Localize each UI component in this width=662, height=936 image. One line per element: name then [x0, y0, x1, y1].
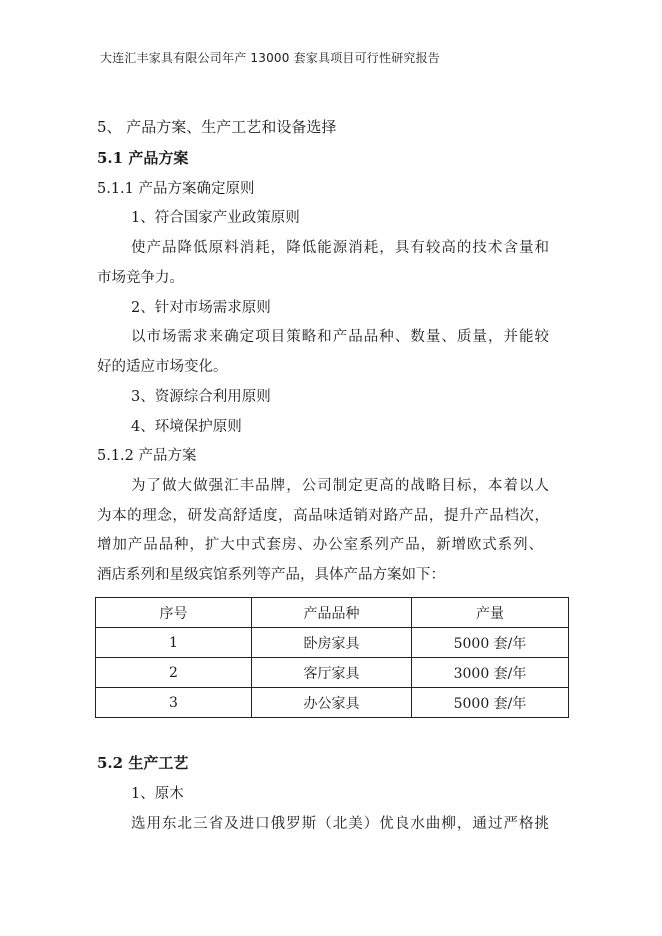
section-5-1-title: 5.1 产品方案 [97, 149, 189, 167]
table-cell: 2 [96, 658, 252, 688]
section-5-2-title: 5.2 生产工艺 [97, 754, 189, 772]
table-cell: 5000 套/年 [412, 628, 569, 658]
principle-1-text-line-1: 使产品降低原料消耗，降低能源消耗，具有较高的技术含量和 [131, 240, 549, 256]
product-plan-table [95, 597, 569, 718]
section-5-1-2-title: 5.1.2 产品方案 [97, 448, 197, 464]
table-cell: 卧房家具 [252, 628, 412, 658]
principle-4-heading: 4、环境保护原则 [131, 419, 242, 435]
table-cell: 3 [96, 688, 252, 718]
principle-2-heading: 2、针对市场需求原则 [131, 300, 271, 316]
table-row [96, 688, 569, 718]
principle-1-text-line-2: 市场竞争力。 [97, 270, 184, 286]
principle-2-text-line-2: 好的适应市场变化。 [97, 359, 228, 375]
header-cell-product: 产品品种 [252, 598, 412, 628]
table-cell: 1 [96, 628, 252, 658]
product-plan-text-line-3: 增加产品品种，扩大中式套房、办公室系列产品，新增欧式系列、 [97, 537, 543, 553]
product-plan-text-line-2: 为本的理念，研发高舒适度，高品味适销对路产品，提升产品档次， [97, 508, 549, 524]
header-cell-output: 产量 [412, 598, 569, 628]
table-cell: 办公家具 [252, 688, 412, 718]
table-row [96, 658, 569, 688]
principle-2-text-line-1: 以市场需求来确定项目策略和产品品种、数量、质量，并能较 [131, 329, 549, 345]
item-1-text: 选用东北三省及进口俄罗斯（北美）优良水曲柳，通过严格挑 [131, 816, 549, 832]
section-5-title: 5、 产品方案、生产工艺和设备选择 [97, 118, 337, 136]
section-5-1-1-title: 5.1.1 产品方案确定原则 [97, 181, 255, 197]
table-row [96, 628, 569, 658]
principle-1-heading: 1、符合国家产业政策原则 [131, 210, 300, 226]
item-1-heading: 1、原木 [131, 786, 184, 802]
page-header: 大连汇丰家具有限公司年产 13000 套家具项目可行性研究报告 [100, 51, 441, 65]
principle-3-heading: 3、资源综合利用原则 [131, 389, 271, 405]
product-plan-text-line-4: 酒店系列和星级宾馆系列等产品，具体产品方案如下： [97, 567, 445, 583]
table-cell: 客厅家具 [252, 658, 412, 688]
header-cell-number: 序号 [96, 598, 252, 628]
table-cell: 5000 套/年 [412, 688, 569, 718]
product-plan-text-line-1: 为了做大做强汇丰品牌，公司制定更高的战略目标，本着以人 [131, 478, 549, 494]
table-cell: 3000 套/年 [412, 658, 569, 688]
table-header-row [96, 598, 569, 628]
